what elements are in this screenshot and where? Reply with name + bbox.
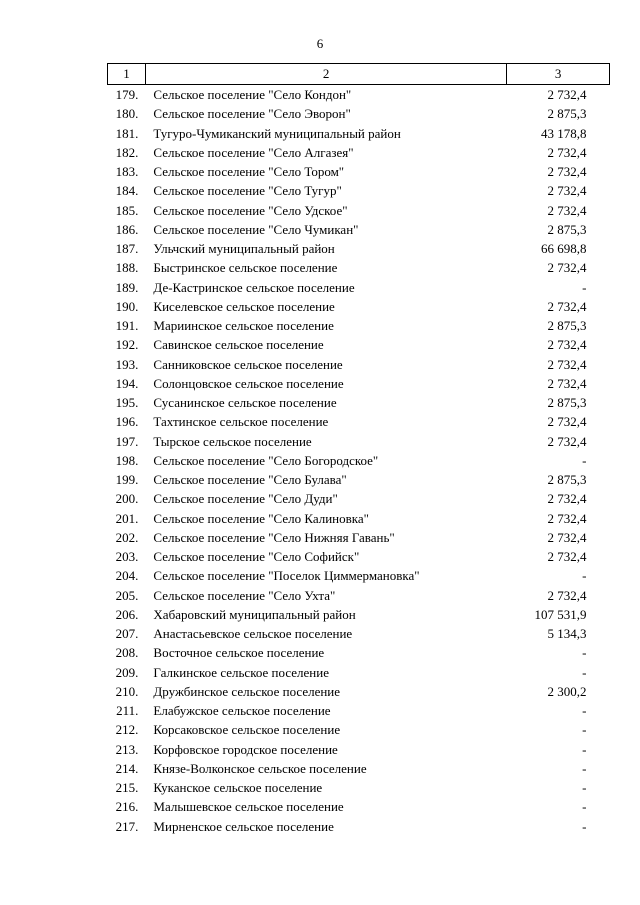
amount: 2 732,4: [547, 510, 587, 526]
header-col-3: 3: [507, 64, 610, 85]
settlement-name: Хабаровский муниципальный район: [153, 606, 356, 622]
row-number: 215.: [115, 780, 139, 795]
row-number: 211.: [116, 703, 139, 718]
settlement-name: Мариинское сельское поселение: [153, 318, 334, 333]
settlement-name: Сельское поселение "Село Дуди": [153, 491, 338, 507]
table-row: [108, 393, 610, 412]
settlement-name: Дружбинское сельское поселение: [153, 683, 341, 699]
settlement-name: Корсаковское сельское поселение: [153, 722, 341, 738]
table-row: [108, 220, 610, 239]
table-row: [108, 451, 610, 470]
amount: -: [582, 452, 587, 468]
table-row: [108, 258, 610, 277]
row-number: 202.: [115, 529, 139, 545]
row-number: 183.: [115, 164, 139, 179]
amount: 2 732,4: [547, 87, 587, 102]
table-row: [108, 143, 610, 162]
row-number: 216.: [115, 799, 139, 815]
table-row: [108, 239, 610, 258]
row-number: 201.: [115, 510, 139, 526]
table-row: [108, 104, 610, 123]
row-number: 199.: [115, 472, 139, 487]
settlement-name: Сельское поселение "Село Чумикан": [153, 221, 359, 237]
amount: 2 732,4: [547, 587, 587, 603]
amount: -: [582, 645, 587, 661]
table-row: [108, 720, 610, 739]
settlement-name: Сельское поселение "Поселок Циммермановка": [153, 568, 420, 584]
amount: -: [582, 741, 587, 757]
amount: 2 732,4: [547, 183, 587, 199]
amount: -: [582, 703, 587, 718]
amount: 2 732,4: [547, 433, 587, 449]
amount: 2 732,4: [547, 375, 587, 391]
settlement-name: Быстринское сельское поселение: [153, 260, 338, 276]
row-number: 193.: [115, 356, 139, 372]
table-row: [108, 85, 610, 105]
settlement-name: Сельское поселение "Село Алгазея": [153, 144, 354, 160]
row-number: 200.: [115, 491, 139, 507]
settlement-name: Ульчский муниципальный район: [153, 241, 335, 256]
amount: 2 732,4: [547, 337, 587, 353]
table-row: [108, 759, 610, 778]
row-number: 191.: [115, 318, 139, 333]
table-row: [108, 278, 610, 297]
row-number: 204.: [115, 568, 139, 584]
budget-table: [107, 63, 610, 836]
table-body: [108, 85, 610, 836]
amount: 107 531,9: [534, 606, 587, 622]
row-number: 189.: [115, 279, 139, 295]
amount: -: [582, 279, 587, 295]
row-number: 181.: [115, 125, 139, 141]
row-number: 186.: [115, 221, 139, 237]
row-number: 212.: [115, 722, 139, 738]
table-row: [108, 643, 610, 662]
amount: 2 732,4: [547, 356, 587, 372]
row-number: 205.: [115, 587, 139, 603]
table-row: [108, 605, 610, 624]
settlement-name: Корфовское городское поселение: [153, 741, 338, 757]
settlement-name: Сельское поселение "Село Эворон": [153, 106, 351, 122]
page-number: 6: [316, 36, 324, 51]
table-row: [108, 335, 610, 354]
amount: -: [582, 799, 587, 815]
amount: 2 875,3: [547, 106, 587, 122]
table-header-row: [108, 64, 610, 85]
row-number: 214.: [115, 760, 139, 776]
row-number: 192.: [115, 337, 139, 353]
row-number: 182.: [115, 144, 139, 160]
settlement-name: Сельское поселение "Село Тором": [153, 164, 345, 179]
settlement-name: Малышевское сельское поселение: [153, 799, 344, 815]
row-number: 196.: [115, 414, 139, 430]
row-number: 210.: [115, 683, 139, 699]
amount: 2 732,4: [547, 414, 587, 430]
table-row: [108, 586, 610, 605]
settlement-name: Де-Кастринское сельское поселение: [153, 279, 355, 295]
table-row: [108, 374, 610, 393]
settlement-name: Елабужское сельское поселение: [153, 703, 331, 718]
table-row: [108, 701, 610, 720]
amount: 2 300,2: [547, 683, 587, 699]
settlement-name: Сельское поселение "Село Удское": [153, 202, 348, 218]
settlement-name: Тырское сельское поселение: [153, 433, 312, 449]
settlement-name: Восточное сельское поселение: [153, 645, 325, 661]
row-number: 195.: [115, 395, 139, 410]
row-number: 206.: [115, 606, 139, 622]
header-col-2: 2: [145, 64, 506, 85]
settlement-name: Князе-Волконское сельское поселение: [153, 760, 367, 776]
amount: 2 875,3: [547, 318, 587, 333]
amount: 2 732,4: [547, 260, 587, 276]
amount: 2 732,4: [547, 202, 587, 218]
table-row: [108, 778, 610, 797]
settlement-name: Сельское поселение "Село Нижняя Гавань": [153, 529, 395, 545]
amount: 2 732,4: [547, 298, 587, 314]
settlement-name: Сельское поселение "Село Калиновка": [153, 510, 369, 526]
row-number: 190.: [115, 298, 139, 314]
amount: 43 178,8: [541, 125, 587, 141]
amount: 5 134,3: [547, 626, 587, 641]
row-number: 209.: [115, 664, 139, 680]
table-row: [108, 201, 610, 220]
settlement-name: Солонцовское сельское поселение: [153, 375, 344, 391]
table-row: [108, 124, 610, 143]
row-number: 198.: [115, 452, 139, 468]
table-row: [108, 162, 610, 181]
table-row: [108, 470, 610, 489]
table-row: [108, 316, 610, 335]
settlement-name: Анастасьевское сельское поселение: [153, 626, 353, 641]
row-number: 213.: [115, 741, 139, 757]
row-number: 185.: [115, 202, 139, 218]
table-row: [108, 547, 610, 566]
row-number: 180.: [115, 106, 139, 122]
row-number: 197.: [115, 433, 139, 449]
amount: 2 732,4: [547, 549, 587, 564]
table-row: [108, 740, 610, 759]
amount: 2 875,3: [547, 395, 587, 410]
settlement-name: Киселевское сельское поселение: [153, 298, 335, 314]
table-row: [108, 528, 610, 547]
table-row: [108, 817, 610, 836]
row-number: 188.: [115, 260, 139, 276]
settlement-name: Савинское сельское поселение: [153, 337, 324, 353]
amount: -: [582, 568, 587, 584]
settlement-name: Сельское поселение "Село Софийск": [153, 549, 360, 564]
amount: 66 698,8: [541, 241, 587, 256]
settlement-name: Тахтинское сельское поселение: [153, 414, 329, 430]
settlement-name: Сусанинское сельское поселение: [153, 395, 337, 410]
header-col-1: 1: [108, 64, 146, 85]
table-row: [108, 181, 610, 200]
settlement-name: Галкинское сельское поселение: [153, 664, 329, 680]
table-row: [108, 509, 610, 528]
table-row: [108, 624, 610, 643]
row-number: 179.: [115, 87, 139, 102]
amount: 2 875,3: [547, 221, 587, 237]
table-row: [108, 432, 610, 451]
table-row: [108, 297, 610, 316]
amount: -: [582, 818, 587, 834]
amount: -: [582, 664, 587, 680]
amount: 2 732,4: [547, 164, 587, 179]
amount: 2 732,4: [547, 491, 587, 507]
amount: 2 732,4: [547, 144, 587, 160]
row-number: 207.: [115, 626, 139, 641]
settlement-name: Санниковское сельское поселение: [153, 356, 343, 372]
amount: -: [582, 722, 587, 738]
settlement-name: Сельское поселение "Село Ухта": [153, 587, 336, 603]
row-number: 208.: [115, 645, 139, 661]
table-row: [108, 682, 610, 701]
row-number: 187.: [115, 241, 139, 256]
table-row: [108, 797, 610, 816]
row-number: 194.: [115, 375, 139, 391]
amount: -: [582, 780, 587, 795]
settlement-name: Сельское поселение "Село Богородское": [153, 452, 379, 468]
table-row: [108, 489, 610, 508]
table-row: [108, 663, 610, 682]
settlement-name: Сельское поселение "Село Кондон": [153, 87, 352, 102]
settlement-name: Куканское сельское поселение: [153, 780, 323, 795]
table-row: [108, 566, 610, 585]
amount: 2 875,3: [547, 472, 587, 487]
row-number: 184.: [115, 183, 139, 199]
row-number: 217.: [115, 818, 139, 834]
settlement-name: Сельское поселение "Село Тугур": [153, 183, 342, 199]
settlement-name: Мирненское сельское поселение: [153, 818, 334, 834]
table-row: [108, 355, 610, 374]
settlement-name: Тугуро-Чумиканский муниципальный район: [153, 125, 401, 141]
table-row: [108, 412, 610, 431]
amount: -: [582, 760, 587, 776]
row-number: 203.: [115, 549, 139, 564]
amount: 2 732,4: [547, 529, 587, 545]
settlement-name: Сельское поселение "Село Булава": [153, 472, 347, 487]
